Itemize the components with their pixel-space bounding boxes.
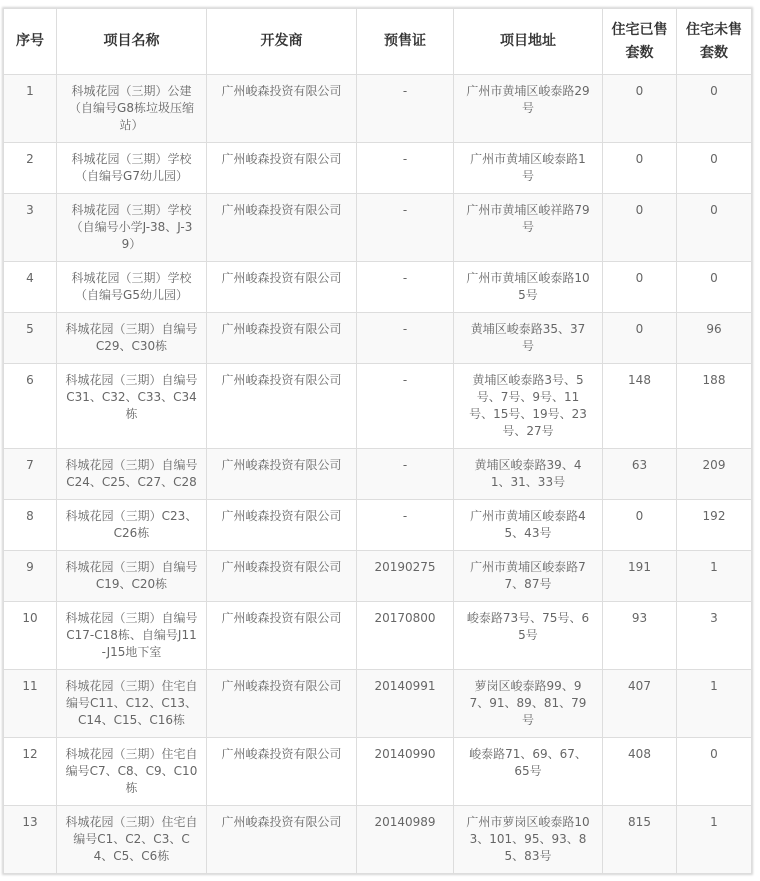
cell-address: 峻泰路73号、75号、65号	[454, 602, 603, 670]
cell-developer: 广州峻森投资有限公司	[207, 602, 357, 670]
cell-unsold-units: 1	[677, 551, 752, 602]
table-row	[4, 313, 752, 364]
header-unsold-units: 住宅未售套数	[677, 9, 752, 75]
cell-presale-permit: -	[357, 75, 454, 143]
cell-sold-units: 63	[603, 449, 677, 500]
cell-presale-permit: -	[357, 313, 454, 364]
table-row	[4, 364, 752, 449]
cell-developer: 广州峻森投资有限公司	[207, 262, 357, 313]
cell-presale-permit: -	[357, 500, 454, 551]
cell-unsold-units: 1	[677, 806, 752, 874]
cell-address: 广州市黄埔区峻泰路77、87号	[454, 551, 603, 602]
cell-developer: 广州峻森投资有限公司	[207, 364, 357, 449]
cell-no: 3	[4, 194, 57, 262]
cell-developer: 广州峻森投资有限公司	[207, 670, 357, 738]
cell-project-name: 科城花园（三期）住宅自编号C7、C8、C9、C10栋	[57, 738, 207, 806]
cell-sold-units: 0	[603, 262, 677, 313]
cell-address: 黄埔区峻泰路39、41、31、33号	[454, 449, 603, 500]
cell-sold-units: 0	[603, 313, 677, 364]
cell-developer: 广州峻森投资有限公司	[207, 500, 357, 551]
cell-unsold-units: 0	[677, 262, 752, 313]
cell-unsold-units: 192	[677, 500, 752, 551]
cell-no: 5	[4, 313, 57, 364]
cell-sold-units: 191	[603, 551, 677, 602]
cell-address: 黄埔区峻泰路3号、5号、7号、9号、11号、15号、19号、23号、27号	[454, 364, 603, 449]
cell-address: 黄埔区峻泰路35、37号	[454, 313, 603, 364]
table-row	[4, 602, 752, 670]
cell-address: 广州市黄埔区峻祥路79号	[454, 194, 603, 262]
table-header-row	[4, 9, 752, 75]
cell-address: 广州市黄埔区峻泰路45、43号	[454, 500, 603, 551]
cell-developer: 广州峻森投资有限公司	[207, 551, 357, 602]
header-no: 序号	[4, 9, 57, 75]
cell-presale-permit: -	[357, 194, 454, 262]
cell-developer: 广州峻森投资有限公司	[207, 806, 357, 874]
cell-no: 4	[4, 262, 57, 313]
cell-project-name: 科城花园（三期）学校（自编号G5幼儿园）	[57, 262, 207, 313]
cell-address: 广州市萝岗区峻泰路103、101、95、93、85、83号	[454, 806, 603, 874]
cell-sold-units: 408	[603, 738, 677, 806]
cell-no: 13	[4, 806, 57, 874]
table-row	[4, 143, 752, 194]
cell-sold-units: 407	[603, 670, 677, 738]
cell-presale-permit: -	[357, 449, 454, 500]
cell-project-name: 科城花园（三期）C23、C26栋	[57, 500, 207, 551]
cell-unsold-units: 188	[677, 364, 752, 449]
table-row	[4, 551, 752, 602]
cell-sold-units: 93	[603, 602, 677, 670]
cell-project-name: 科城花园（三期）自编号C29、C30栋	[57, 313, 207, 364]
cell-presale-permit: 20170800	[357, 602, 454, 670]
cell-unsold-units: 0	[677, 143, 752, 194]
cell-address: 广州市黄埔区峻泰路29号	[454, 75, 603, 143]
cell-sold-units: 815	[603, 806, 677, 874]
table-row	[4, 262, 752, 313]
cell-no: 12	[4, 738, 57, 806]
cell-no: 8	[4, 500, 57, 551]
table-row	[4, 738, 752, 806]
cell-no: 6	[4, 364, 57, 449]
cell-project-name: 科城花园（三期）公建（自编号G8栋垃圾压缩站）	[57, 75, 207, 143]
cell-project-name: 科城花园（三期）自编号C19、C20栋	[57, 551, 207, 602]
cell-unsold-units: 0	[677, 194, 752, 262]
cell-no: 2	[4, 143, 57, 194]
cell-developer: 广州峻森投资有限公司	[207, 449, 357, 500]
cell-presale-permit: 20140990	[357, 738, 454, 806]
cell-developer: 广州峻森投资有限公司	[207, 194, 357, 262]
cell-unsold-units: 3	[677, 602, 752, 670]
cell-unsold-units: 0	[677, 75, 752, 143]
table-row	[4, 500, 752, 551]
cell-address: 广州市黄埔区峻泰路105号	[454, 262, 603, 313]
cell-sold-units: 148	[603, 364, 677, 449]
cell-presale-permit: 20140989	[357, 806, 454, 874]
cell-unsold-units: 209	[677, 449, 752, 500]
header-developer: 开发商	[207, 9, 357, 75]
header-address: 项目地址	[454, 9, 603, 75]
cell-no: 1	[4, 75, 57, 143]
cell-presale-permit: 20190275	[357, 551, 454, 602]
cell-sold-units: 0	[603, 194, 677, 262]
header-sold-units: 住宅已售套数	[603, 9, 677, 75]
cell-address: 萝岗区峻泰路99、97、91、89、81、79号	[454, 670, 603, 738]
cell-project-name: 科城花园（三期）住宅自编号C11、C12、C13、C14、C15、C16栋	[57, 670, 207, 738]
cell-project-name: 科城花园（三期）学校（自编号小学J-38、J-39）	[57, 194, 207, 262]
cell-no: 11	[4, 670, 57, 738]
cell-presale-permit: -	[357, 262, 454, 313]
cell-address: 峻泰路71、69、67、65号	[454, 738, 603, 806]
table-row	[4, 670, 752, 738]
cell-project-name: 科城花园（三期）自编号C24、C25、C27、C28	[57, 449, 207, 500]
cell-sold-units: 0	[603, 75, 677, 143]
table-row	[4, 449, 752, 500]
cell-no: 10	[4, 602, 57, 670]
cell-presale-permit: -	[357, 364, 454, 449]
cell-unsold-units: 0	[677, 738, 752, 806]
header-project-name: 项目名称	[57, 9, 207, 75]
cell-developer: 广州峻森投资有限公司	[207, 313, 357, 364]
cell-project-name: 科城花园（三期）学校（自编号G7幼儿园）	[57, 143, 207, 194]
cell-presale-permit: 20140991	[357, 670, 454, 738]
cell-project-name: 科城花园（三期）自编号C31、C32、C33、C34栋	[57, 364, 207, 449]
presale-table	[3, 8, 752, 874]
cell-address: 广州市黄埔区峻泰路1号	[454, 143, 603, 194]
cell-no: 7	[4, 449, 57, 500]
cell-developer: 广州峻森投资有限公司	[207, 738, 357, 806]
header-presale-permit: 预售证	[357, 9, 454, 75]
table-row	[4, 194, 752, 262]
cell-project-name: 科城花园（三期）自编号C17-C18栋、自编号J11-J15地下室	[57, 602, 207, 670]
cell-no: 9	[4, 551, 57, 602]
table-row	[4, 806, 752, 874]
cell-developer: 广州峻森投资有限公司	[207, 75, 357, 143]
cell-presale-permit: -	[357, 143, 454, 194]
cell-sold-units: 0	[603, 143, 677, 194]
cell-sold-units: 0	[603, 500, 677, 551]
cell-developer: 广州峻森投资有限公司	[207, 143, 357, 194]
table-row	[4, 75, 752, 143]
presale-table-container	[3, 8, 752, 874]
cell-project-name: 科城花园（三期）住宅自编号C1、C2、C3、C4、C5、C6栋	[57, 806, 207, 874]
cell-unsold-units: 96	[677, 313, 752, 364]
cell-unsold-units: 1	[677, 670, 752, 738]
